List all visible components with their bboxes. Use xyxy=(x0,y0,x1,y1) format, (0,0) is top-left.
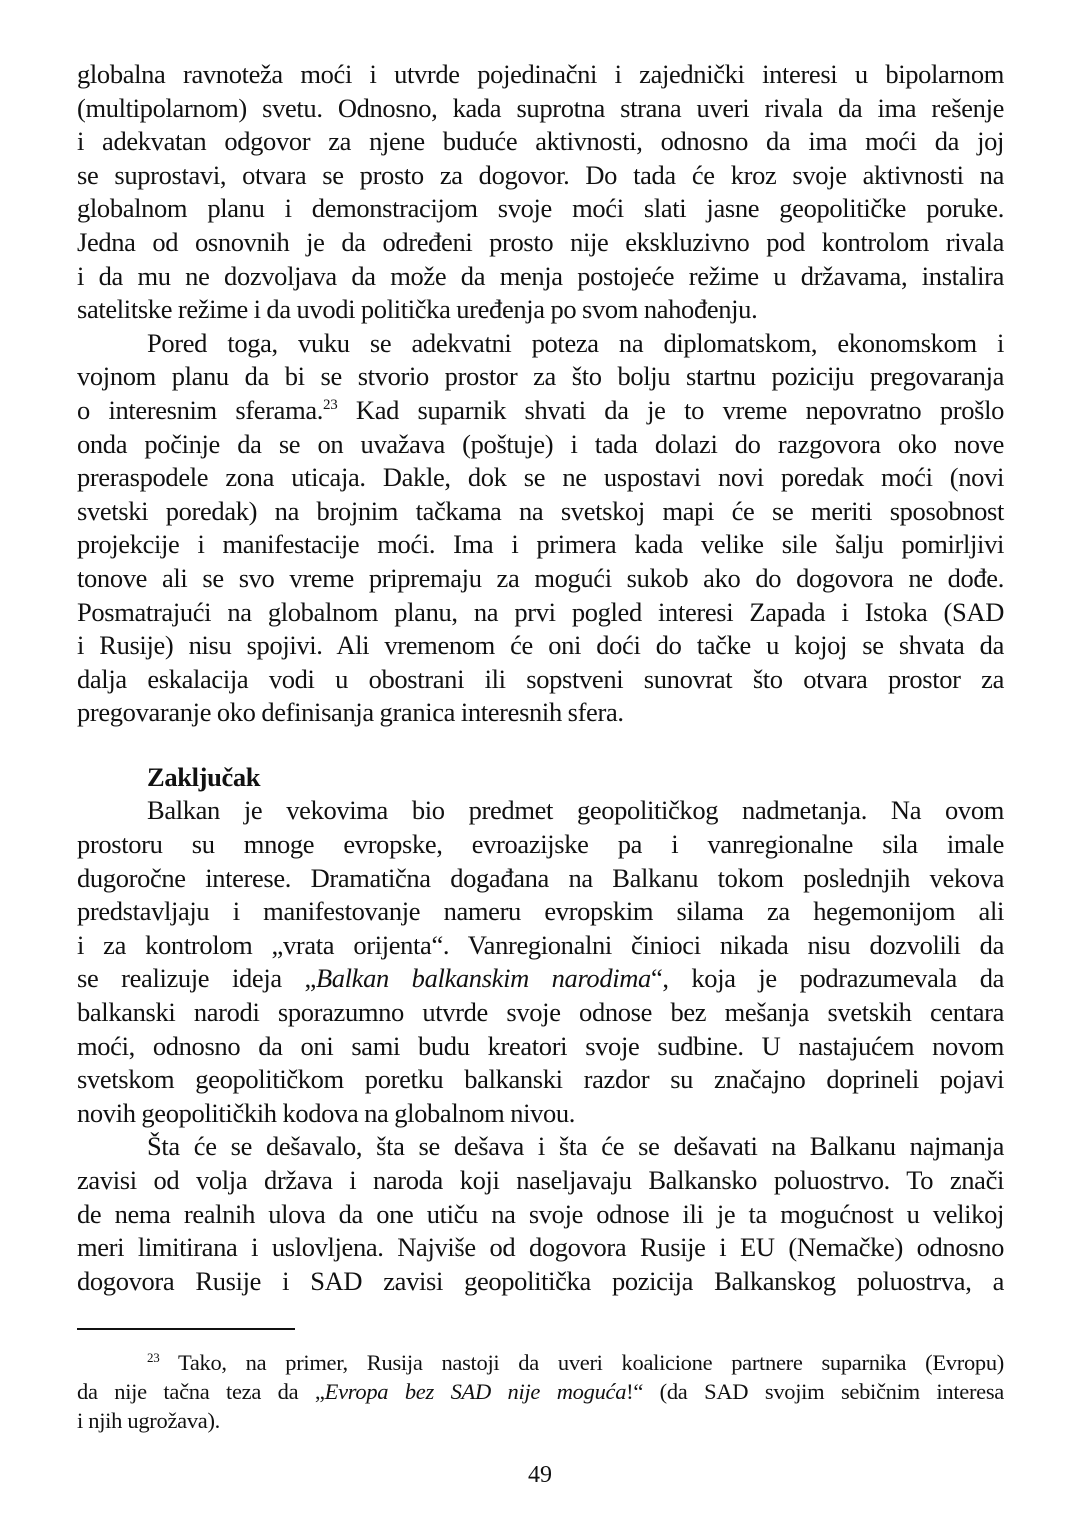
text-segment: se realizuje ideja „ xyxy=(77,963,316,994)
text-line: projekcije i manifestacije moći. Ima i primera kada velike sile šalju pomirljivi xyxy=(77,529,1004,560)
page-number: 49 xyxy=(528,1462,552,1488)
footnote-reference[interactable]: 23 xyxy=(323,396,338,413)
footnote-line: i njih ugrožava). xyxy=(77,1408,220,1433)
footnote-line xyxy=(77,1348,1004,1377)
paragraph-4 xyxy=(77,1130,1004,1298)
paragraph-3 xyxy=(77,794,1004,1130)
text-line: Pored toga, vuku se adekvatni poteza na diplomatskom, ekonomskom i xyxy=(147,327,1004,358)
text-line: prostoru su mnoge evropske, evroazijske pa i vanregionalne sila imale xyxy=(77,829,1004,860)
text-line: de nema realnih ulova da one utiču na svoje odnose ili je ta mogućnost u velikoj xyxy=(77,1198,1004,1229)
text-line: satelitske režime i da uvodi politička uređenja po svom nahođenju. xyxy=(77,294,758,325)
italic-phrase: Balkan balkanskim narodima xyxy=(315,963,651,994)
footnote-number: 23 xyxy=(147,1350,160,1365)
text-line: dogovora Rusije i SAD zavisi geopolitička pozicija Balkanskog poluostrva, a xyxy=(77,1265,1004,1296)
text-line xyxy=(77,394,1004,428)
section-heading: Zaključak xyxy=(147,761,261,792)
text-segment: !“ (da SAD svojim sebičnim interesa xyxy=(626,1379,1004,1404)
page-body xyxy=(77,58,1004,1298)
text-line: svetski poredak) na brojnim tačkama na svetskoj mapi će se meriti sposobnost xyxy=(77,495,1004,526)
text-line: preraspodele zona uticaja. Dakle, dok se ne uspostavi novi poredak moći (novi xyxy=(77,462,1004,493)
text-line: i za kontrolom „vrata orijenta“. Vanregionalni činioci nikada nisu dozvolili da xyxy=(77,929,1004,960)
text-line: moći, odnosno da oni sami budu kreatori svoje sudbine. U nastajućem novom xyxy=(77,1030,1004,1061)
paragraph-2 xyxy=(77,327,1004,730)
text-line: (multipolarnom) svetu. Odnosno, kada suprotna strana uveri rivala da ima rešenje xyxy=(77,92,1004,123)
text-line: novih geopolitičkih kodova na globalnom nivou. xyxy=(77,1097,576,1128)
text-line: predstavljaju i manifestovanje nameru evropskim silama za hegemonijom ali xyxy=(77,896,1004,927)
text-line: meri limitirana i uslovljena. Najviše od dogovora Rusije i EU (Nemačke) odnosno xyxy=(77,1232,1004,1263)
text-segment: o interesnim sferama. xyxy=(77,394,324,425)
text-segment: da nije tačna teza da „ xyxy=(77,1379,325,1404)
text-line: Posmatrajući na globalnom planu, na prvi pogled interesi Zapada i Istoka (SAD xyxy=(77,596,1004,627)
text-line: globalna ravnoteža moći i utvrde pojedinačni i zajednički interesi u bipolarnom xyxy=(77,59,1004,89)
text-line: balkanski narodi sporazumno utvrde svoje odnose bez mešanja svetskih centara xyxy=(77,997,1004,1028)
text-line: dalja eskalacija vodi u obostrani ili sopstveni sunovrat što otvara prostor za xyxy=(77,663,1004,694)
text-line: pregovaranje oko definisanja granica interesnih sfera. xyxy=(77,697,624,728)
text-line: onda počinje da se on uvažava (poštuje) i tada dolazi do razgovora oko nove xyxy=(77,428,1004,459)
text-segment: “, koja je podrazumevala da xyxy=(650,963,1005,994)
section-spacer xyxy=(77,730,1004,761)
footnote xyxy=(77,1348,1004,1435)
text-line: svetskom geopolitičkom poretku balkanski razdor su značajno doprineli pojavi xyxy=(77,1064,1004,1095)
text-line: Šta će se dešavalo, šta se dešava i šta će se dešavati na Balkanu najmanja xyxy=(147,1131,1004,1162)
text-line: dugoročne interese. Dramatična događana na Balkanu tokom poslednjih vekova xyxy=(77,862,1004,893)
text-line: Jedna od osnovnih je da određeni prosto nije ekskluzivno pod kontrolom rivala xyxy=(77,226,1004,257)
text-line: vojnom planu da bi se stvorio prostor za što bolju startnu poziciju pregovaranja xyxy=(77,361,1004,392)
paragraph-1 xyxy=(77,58,1004,327)
text-segment: Kad suparnik shvati da je to vreme nepovratno prošlo xyxy=(337,394,1004,425)
text-line: tonove ali se svo vreme pripremaju za mogući sukob ako do dogovora ne dođe. xyxy=(77,562,1004,593)
text-line: i Rusije) nisu spojivi. Ali vremenom će oni doći do tačke u kojoj se shvata da xyxy=(77,630,1004,661)
text-line: i da mu ne dozvoljava da može da menja postojeće režime u državama, instalira xyxy=(77,260,1004,291)
footnotes xyxy=(77,1348,1004,1435)
text-line: zavisi od volja država i naroda koji naseljavaju Balkansko poluostrvo. To znači xyxy=(77,1165,1004,1195)
text-line: Balkan je vekovima bio predmet geopolitičkog nadmetanja. Na ovom xyxy=(147,795,1004,826)
text-segment: Tako, na primer, Rusija nastoji da uveri koalicione partnere suparnika (Evropu) xyxy=(159,1350,1004,1375)
footnote-line xyxy=(77,1377,1004,1406)
text-line: i adekvatan odgovor za njene buduće aktivnosti, odnosno da ima moći da joj xyxy=(77,126,1004,157)
text-line: se suprostavi, otvara se prosto za dogovor. Do tada će kroz svoje aktivnosti na xyxy=(77,159,1004,190)
text-line xyxy=(77,962,1004,996)
text-line: globalnom planu i demonstracijom svoje moći slati jasne geopolitičke poruke. xyxy=(77,193,1004,224)
footnote-separator xyxy=(77,1328,295,1330)
italic-phrase: Evropa bez SAD nije moguća xyxy=(324,1379,627,1404)
